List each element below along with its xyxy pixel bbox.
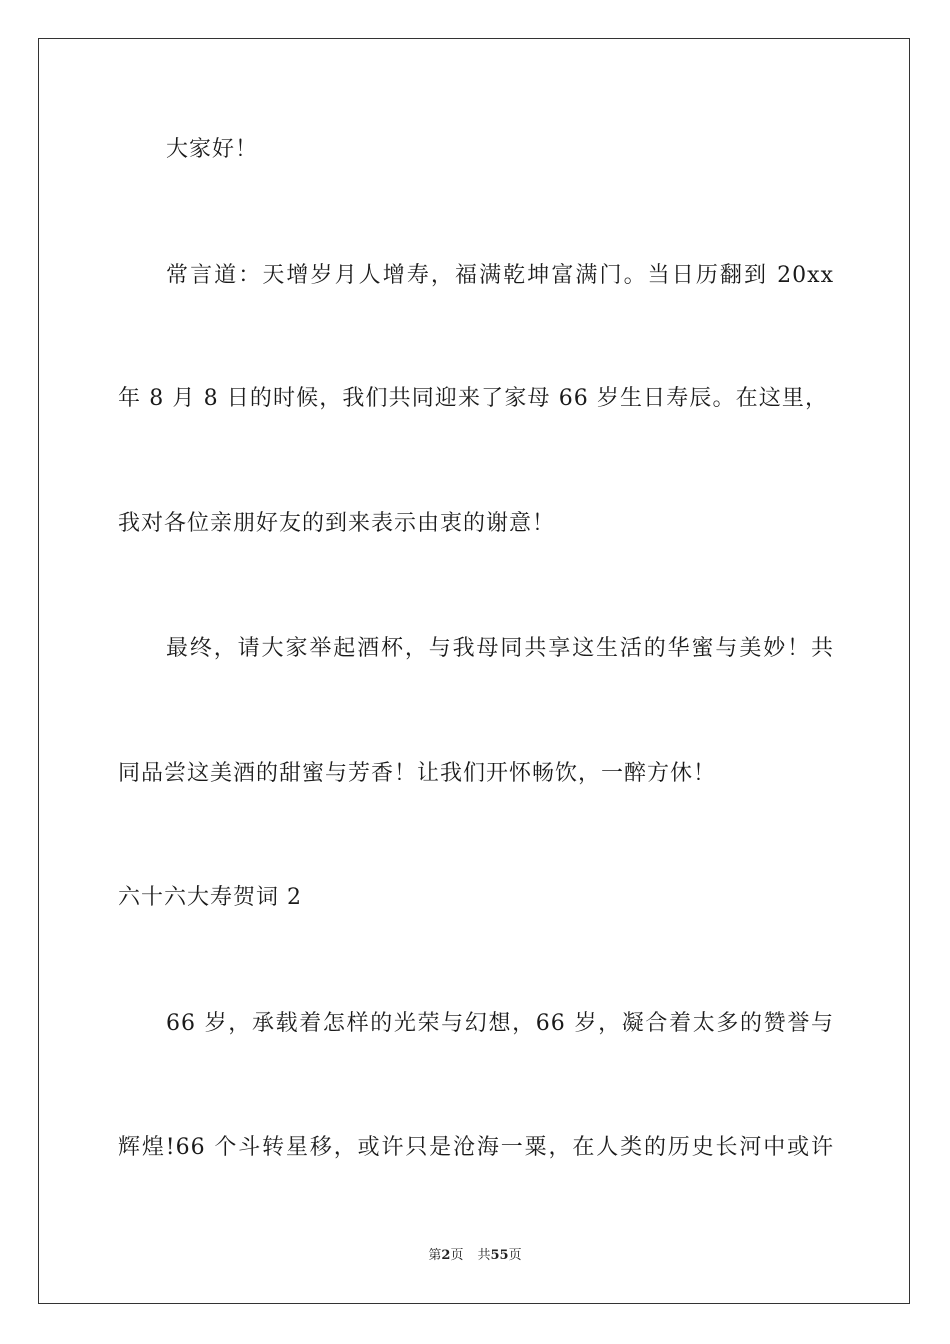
page-suffix: 页	[450, 1248, 464, 1263]
page-current: 2	[441, 1248, 451, 1263]
paragraph-line: 66 岁，承载着怎样的光荣与幻想，66 岁，凝合着太多的赞誉与	[166, 1011, 834, 1036]
total-prefix: 共	[477, 1248, 491, 1263]
paragraph-line: 辉煌!66 个斗转星移，或许只是沧海一粟，在人类的历史长河中或许	[118, 1135, 834, 1160]
paragraph-line: 常言道：天增岁月人增寿，福满乾坤富满门。当日历翻到 20xx	[166, 263, 834, 288]
paragraph-line: 最终，请大家举起酒杯，与我母同共享这生活的华蜜与美妙！共	[166, 636, 834, 661]
section-heading: 六十六大寿贺词 2	[118, 885, 302, 910]
total-suffix: 页	[508, 1248, 522, 1263]
paragraph-line: 同品尝这美酒的甜蜜与芳香！让我们开怀畅饮，一醉方休！	[118, 761, 717, 786]
paragraph-line: 年 8 月 8 日的时候，我们共同迎来了家母 66 岁生日寿辰。在这里，	[118, 386, 828, 411]
page-total: 55	[490, 1248, 509, 1263]
page-footer	[0, 1247, 950, 1265]
paragraph-line: 我对各位亲朋好友的到来表示由衷的谢意！	[118, 511, 556, 536]
page-border	[38, 38, 910, 1304]
page-prefix: 第	[428, 1248, 442, 1263]
greeting-line: 大家好！	[166, 137, 259, 162]
